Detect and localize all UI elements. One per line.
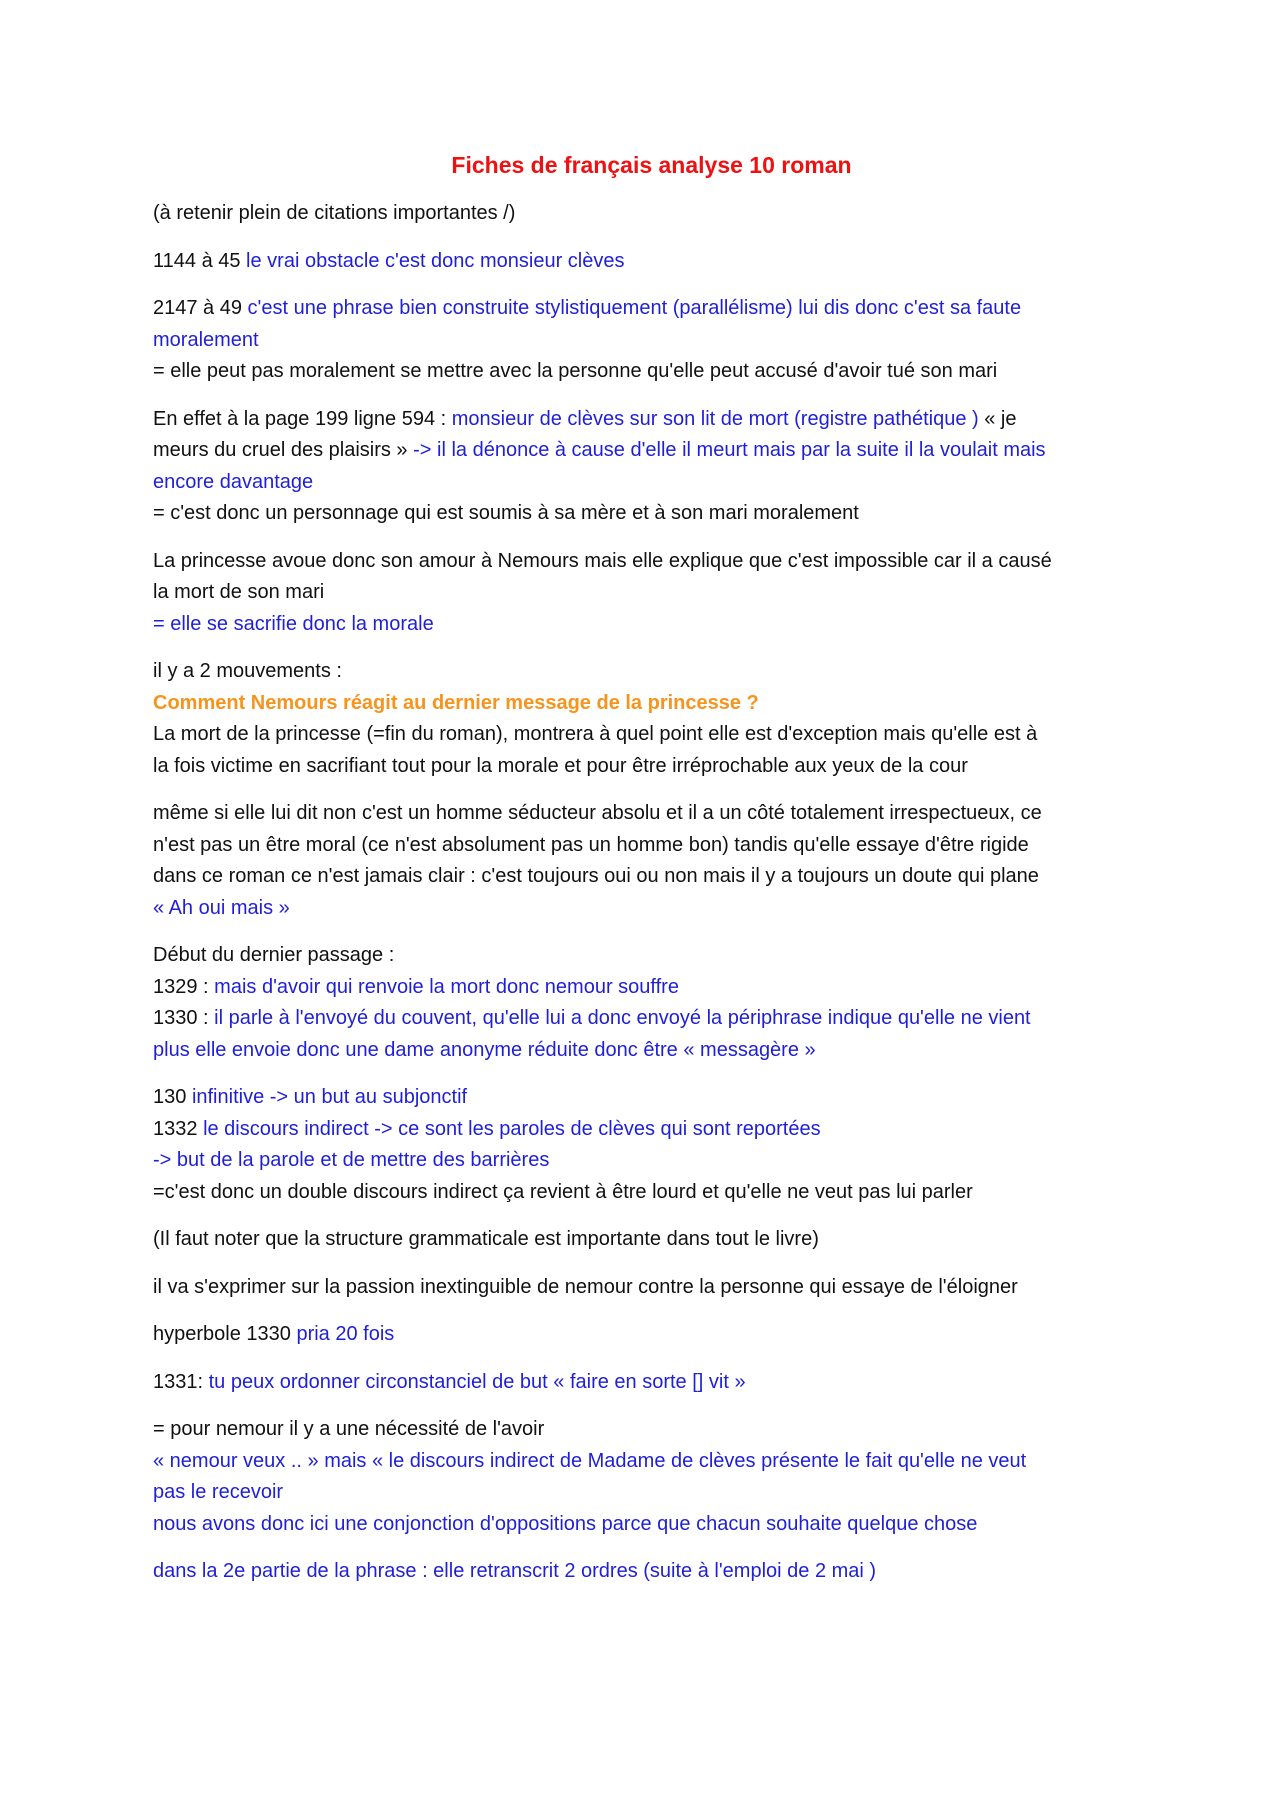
paragraph — [153, 1556, 1130, 1588]
body-text: meurs du cruel des plaisirs » — [153, 439, 414, 461]
highlighted-text: infinitive -> un but au subjonctif — [191, 1086, 468, 1108]
body-text: 1329 : — [153, 975, 215, 998]
paragraph — [153, 198, 1130, 230]
highlighted-text: le discours indirect -> ce sont les paroles de clèves qui sont reportées — [203, 1117, 821, 1140]
highlighted-text: « nemour veux .. » mais « le discours indirect de Madame de clèves présente le fait qu'elle ne veut — [153, 1449, 1027, 1472]
text-line — [153, 1035, 1130, 1067]
highlighted-text: -> but de la parole et de mettre des barrières — [153, 1149, 550, 1171]
text-line — [153, 498, 1130, 530]
highlighted-text: plus elle envoie donc une dame anonyme réduite donc être « messagère » — [153, 1038, 816, 1061]
body-text: n'est pas un être moral (ce n'est absolument pas un homme bon) tandis qu'elle essaye d'être rigide — [153, 833, 1029, 856]
text-line — [153, 972, 1130, 1004]
text-line — [153, 656, 1130, 688]
text-line — [153, 356, 1130, 388]
highlighted-text: nous avons donc ici une conjonction d'oppositions parce que chacun souhaite quelque chose — [153, 1512, 978, 1535]
body-text: 130 — [153, 1086, 192, 1108]
highlighted-text: -> il la dénonce à cause d'elle il meurt mais par la suite il la voulait mais — [413, 439, 1046, 461]
text-line — [153, 830, 1130, 862]
text-line — [153, 1003, 1130, 1035]
text-line — [153, 546, 1130, 578]
text-line — [153, 246, 1130, 278]
text-line — [153, 751, 1130, 783]
text-line — [153, 1114, 1130, 1146]
text-line — [153, 1509, 1130, 1541]
body-text: « je — [984, 407, 1017, 430]
paragraph — [153, 1414, 1130, 1540]
body-text: = c'est donc un personnage qui est soumis à sa mère et à son mari moralement — [153, 502, 859, 524]
body-text: la mort de son mari — [153, 581, 325, 603]
text-line — [153, 1477, 1130, 1509]
paragraph — [153, 404, 1130, 530]
body-text: il y a 2 mouvements : — [153, 660, 342, 682]
text-line — [153, 1367, 1130, 1399]
body-text: Début du dernier passage : — [153, 944, 395, 966]
text-line — [153, 1177, 1130, 1209]
body-text: La mort de la princesse (=fin du roman), montrera à quel point elle est d'exception mais qu'elle est à — [153, 723, 1038, 745]
highlighted-text: pria 20 fois — [296, 1323, 395, 1345]
text-line — [153, 798, 1130, 830]
highlighted-text: tu peux ordonner circonstanciel de but « faire en sorte [] vit » — [208, 1370, 746, 1393]
body-text: dans ce roman ce n'est jamais clair : c'est toujours oui ou non mais il y a toujours un doute qui plane — [153, 865, 1039, 887]
paragraph — [153, 656, 1130, 782]
text-line — [153, 861, 1130, 893]
text-line — [153, 1319, 1130, 1351]
body-text: En effet à la page 199 ligne 594 : — [153, 407, 452, 430]
text-line — [153, 719, 1130, 751]
text-line — [153, 940, 1130, 972]
paragraph — [153, 1082, 1130, 1208]
paragraph — [153, 940, 1130, 1066]
text-line — [153, 1224, 1130, 1256]
text-line — [153, 577, 1130, 609]
body-text: il va s'exprimer sur la passion inextinguible de nemour contre la personne qui essaye de l'éloigner — [153, 1275, 1018, 1298]
text-line — [153, 1272, 1130, 1304]
text-line — [153, 1414, 1130, 1446]
highlighted-text: mais d'avoir qui renvoie la mort donc nemour souffre — [214, 975, 679, 998]
body-text: même si elle lui dit non c'est un homme séducteur absolu et il a un côté totalement irrespectueux, ce — [153, 802, 1042, 824]
body-text: La princesse avoue donc son amour à Nemours mais elle explique que c'est impossible car il a causé — [153, 549, 1052, 572]
text-line — [153, 688, 1130, 720]
paragraph — [153, 1272, 1130, 1304]
highlighted-text: dans la 2e partie de la phrase : elle retranscrit 2 ordres (suite à l'emploi de 2 mai ) — [153, 1560, 877, 1582]
text-line — [153, 1446, 1130, 1478]
text-line — [153, 893, 1130, 925]
highlighted-text: c'est une phrase bien construite stylistiquement (parallélisme) lui dis donc c'est sa faute — [247, 297, 1022, 319]
body-text: hyperbole 1330 — [153, 1323, 297, 1345]
text-line — [153, 609, 1130, 641]
highlighted-text: il parle à l'envoyé du couvent, qu'elle lui a donc envoyé la périphrase indique qu'elle ne vient — [214, 1007, 1031, 1029]
body-text: 1332 — [153, 1117, 204, 1140]
highlighted-text: = elle se sacrifie donc la morale — [153, 612, 434, 635]
text-line — [153, 467, 1130, 499]
body-text: = pour nemour il y a une nécessité de l'avoir — [153, 1418, 545, 1440]
text-line — [153, 1556, 1130, 1588]
document-body — [153, 198, 1130, 1588]
highlighted-text: monsieur de clèves sur son lit de mort (registre pathétique ) — [451, 407, 985, 430]
body-text: 1331: — [153, 1370, 209, 1393]
paragraph — [153, 1367, 1130, 1399]
text-line — [153, 1082, 1130, 1114]
section-heading: Comment Nemours réagit au dernier message de la princesse ? — [153, 691, 759, 714]
highlighted-text: « Ah oui mais » — [153, 896, 290, 919]
body-text: 2147 à 49 — [153, 297, 248, 319]
paragraph — [153, 1319, 1130, 1351]
paragraph — [153, 546, 1130, 641]
body-text: (à retenir plein de citations importantes /) — [153, 202, 516, 224]
text-line — [153, 198, 1130, 230]
body-text: (Il faut noter que la structure grammaticale est importante dans tout le livre) — [153, 1228, 819, 1250]
text-line — [153, 404, 1130, 436]
paragraph — [153, 1224, 1130, 1256]
highlighted-text: pas le recevoir — [153, 1481, 284, 1503]
highlighted-text: moralement — [153, 328, 259, 351]
paragraph — [153, 798, 1130, 924]
text-line — [153, 325, 1130, 357]
text-line — [153, 435, 1130, 467]
body-text: 1330 : — [153, 1007, 215, 1029]
highlighted-text: le vrai obstacle c'est donc monsieur clèves — [246, 249, 625, 272]
text-line — [153, 1145, 1130, 1177]
body-text: la fois victime en sacrifiant tout pour la morale et pour être irréprochable aux yeux de la cour — [153, 754, 968, 777]
text-line — [153, 293, 1130, 325]
body-text: 1144 à 45 — [153, 249, 247, 272]
document-title: Fiches de français analyse 10 roman — [451, 152, 852, 178]
body-text: = elle peut pas moralement se mettre avec la personne qu'elle peut accusé d'avoir tué son mari — [153, 360, 998, 382]
body-text: =c'est donc un double discours indirect ça revient à être lourd et qu'elle ne veut pas lui parler — [153, 1180, 973, 1203]
paragraph — [153, 246, 1130, 278]
highlighted-text: encore davantage — [153, 470, 314, 493]
paragraph — [153, 293, 1130, 388]
